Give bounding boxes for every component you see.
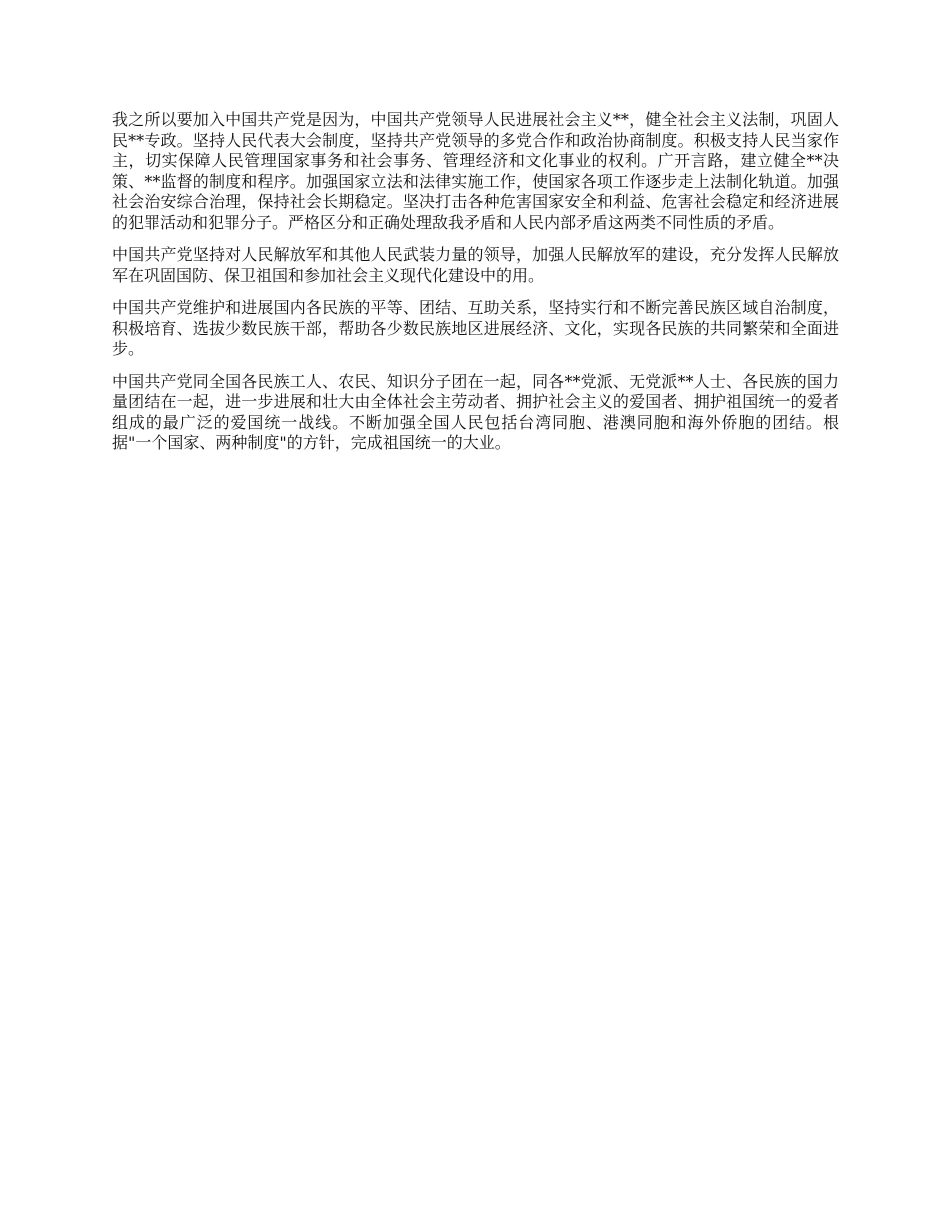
paragraph-4: 中国共产党同全国各民族工人、农民、知识分子团在一起，同各**党派、无党派**人士、各民族的国力量团结在一起，进一步进展和壮大由全体社会主劳动者、拥护社会主义的爱国者、拥护祖国统一的爱者组成的最广泛的爱国统一战线。不断加强全国人民包括台湾同胞、港澳同胞和海外侨胞的团结。根据"一个国家、两种制度"的方针，完成祖国统一的大业。 bbox=[112, 371, 839, 452]
paragraph-3: 中国共产党维护和进展国内各民族的平等、团结、互助关系，坚持实行和不断完善民族区域自治制度，积极培育、选拔少数民族干部，帮助各少数民族地区进展经济、文化，实现各民族的共同繁荣和全面进步。 bbox=[112, 298, 839, 358]
paragraph-1: 我之所以要加入中国共产党是因为，中国共产党领导人民进展社会主义**，健全社会主义法制，巩固人民**专政。坚持人民代表大会制度，坚持共产党领导的多党合作和政治协商制度。积极支持人民当家作主，切实保障人民管理国家事务和社会事务、管理经济和文化事业的权利。广开言路，建立健全**决策、**监督的制度和程序。加强国家立法和法律实施工作，使国家各项工作逐步走上法制化轨道。加强社会治安综合治理，保持社会长期稳定。坚决打击各种危害国家安全和利益、危害社会稳定和经济进展的犯罪活动和犯罪分子。严格区分和正确处理敌我矛盾和人民内部矛盾这两类不同性质的矛盾。 bbox=[112, 110, 839, 232]
document-page bbox=[112, 110, 839, 466]
paragraph-2: 中国共产党坚持对人民解放军和其他人民武装力量的领导，加强人民解放军的建设，充分发挥人民解放军在巩固国防、保卫祖国和参加社会主义现代化建设中的用。 bbox=[112, 245, 839, 285]
